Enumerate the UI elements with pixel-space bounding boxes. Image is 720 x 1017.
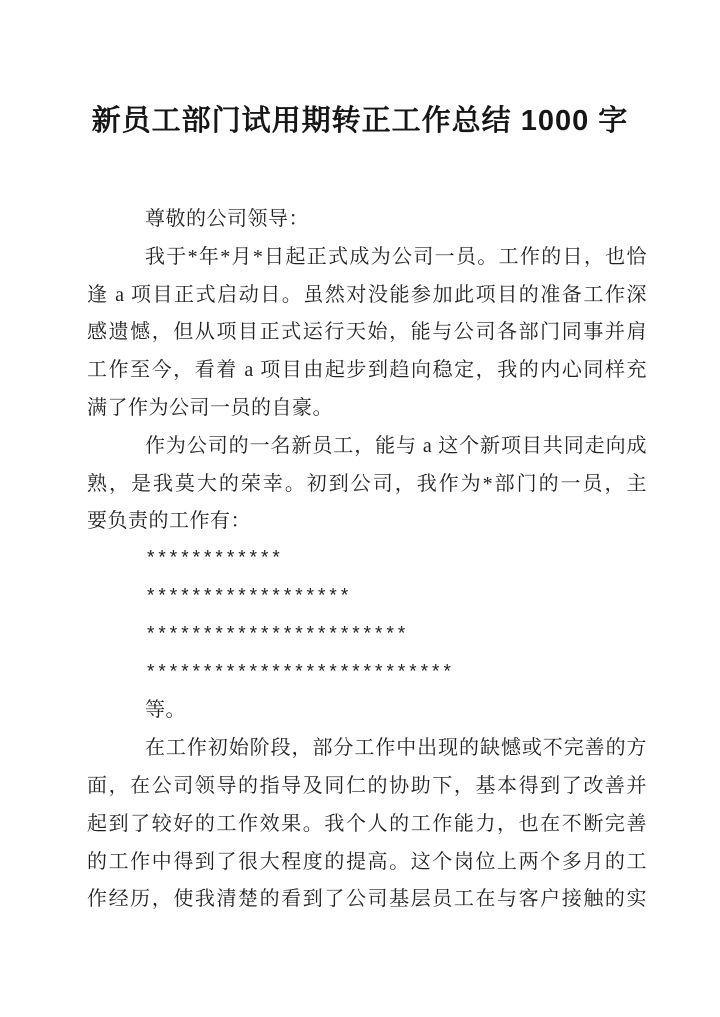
asterisk-line: ************ [145, 548, 282, 571]
text-line: 作为公司的一名新员工，能与 a 这个新项目共同走向成 [145, 434, 647, 457]
text-line: 我于*年*月*日起正式成为公司一员。工作的日，也恰 [145, 245, 647, 268]
text-line: 面，在公司领导的指导及同仁的协助下，基本得到了改善并 [87, 774, 647, 797]
text-line: 逢 a 项目正式启动日。虽然对没能参加此项目的准备工作深 [87, 283, 647, 306]
document-body [87, 201, 647, 919]
text-line: 等。 [145, 699, 186, 722]
asterisk-line: *************************** [145, 661, 453, 684]
text-line: 起到了较好的工作效果。我个人的工作能力，也在不断完善 [87, 812, 647, 835]
text-line: 熟，是我莫大的荣幸。初到公司，我作为*部门的一员，主 [87, 472, 647, 495]
text-line: 工作至今，看着 a 项目由起步到趋向稳定，我的内心同样充 [87, 359, 647, 382]
asterisk-line: *********************** [145, 623, 408, 646]
text-line: 尊敬的公司领导： [145, 208, 309, 230]
document-title: 新员工部门试用期转正工作总结 1000 字 [91, 105, 629, 137]
text-line: 感遗憾，但从项目正式运行天始，能与公司各部门同事并肩 [87, 321, 647, 344]
text-line: 要负责的工作有： [87, 510, 251, 533]
text-line: 作经历，使我清楚的看到了公司基层员工在与客户接触的实 [87, 888, 647, 911]
asterisk-line: ****************** [145, 585, 351, 608]
text-line: 满了作为公司一员的自豪。 [87, 396, 333, 419]
text-line: 的工作中得到了很大程度的提高。这个岗位上两个多月的工 [87, 850, 647, 873]
text-line: 在工作初始阶段，部分工作中出现的缺憾或不完善的方 [145, 737, 647, 760]
